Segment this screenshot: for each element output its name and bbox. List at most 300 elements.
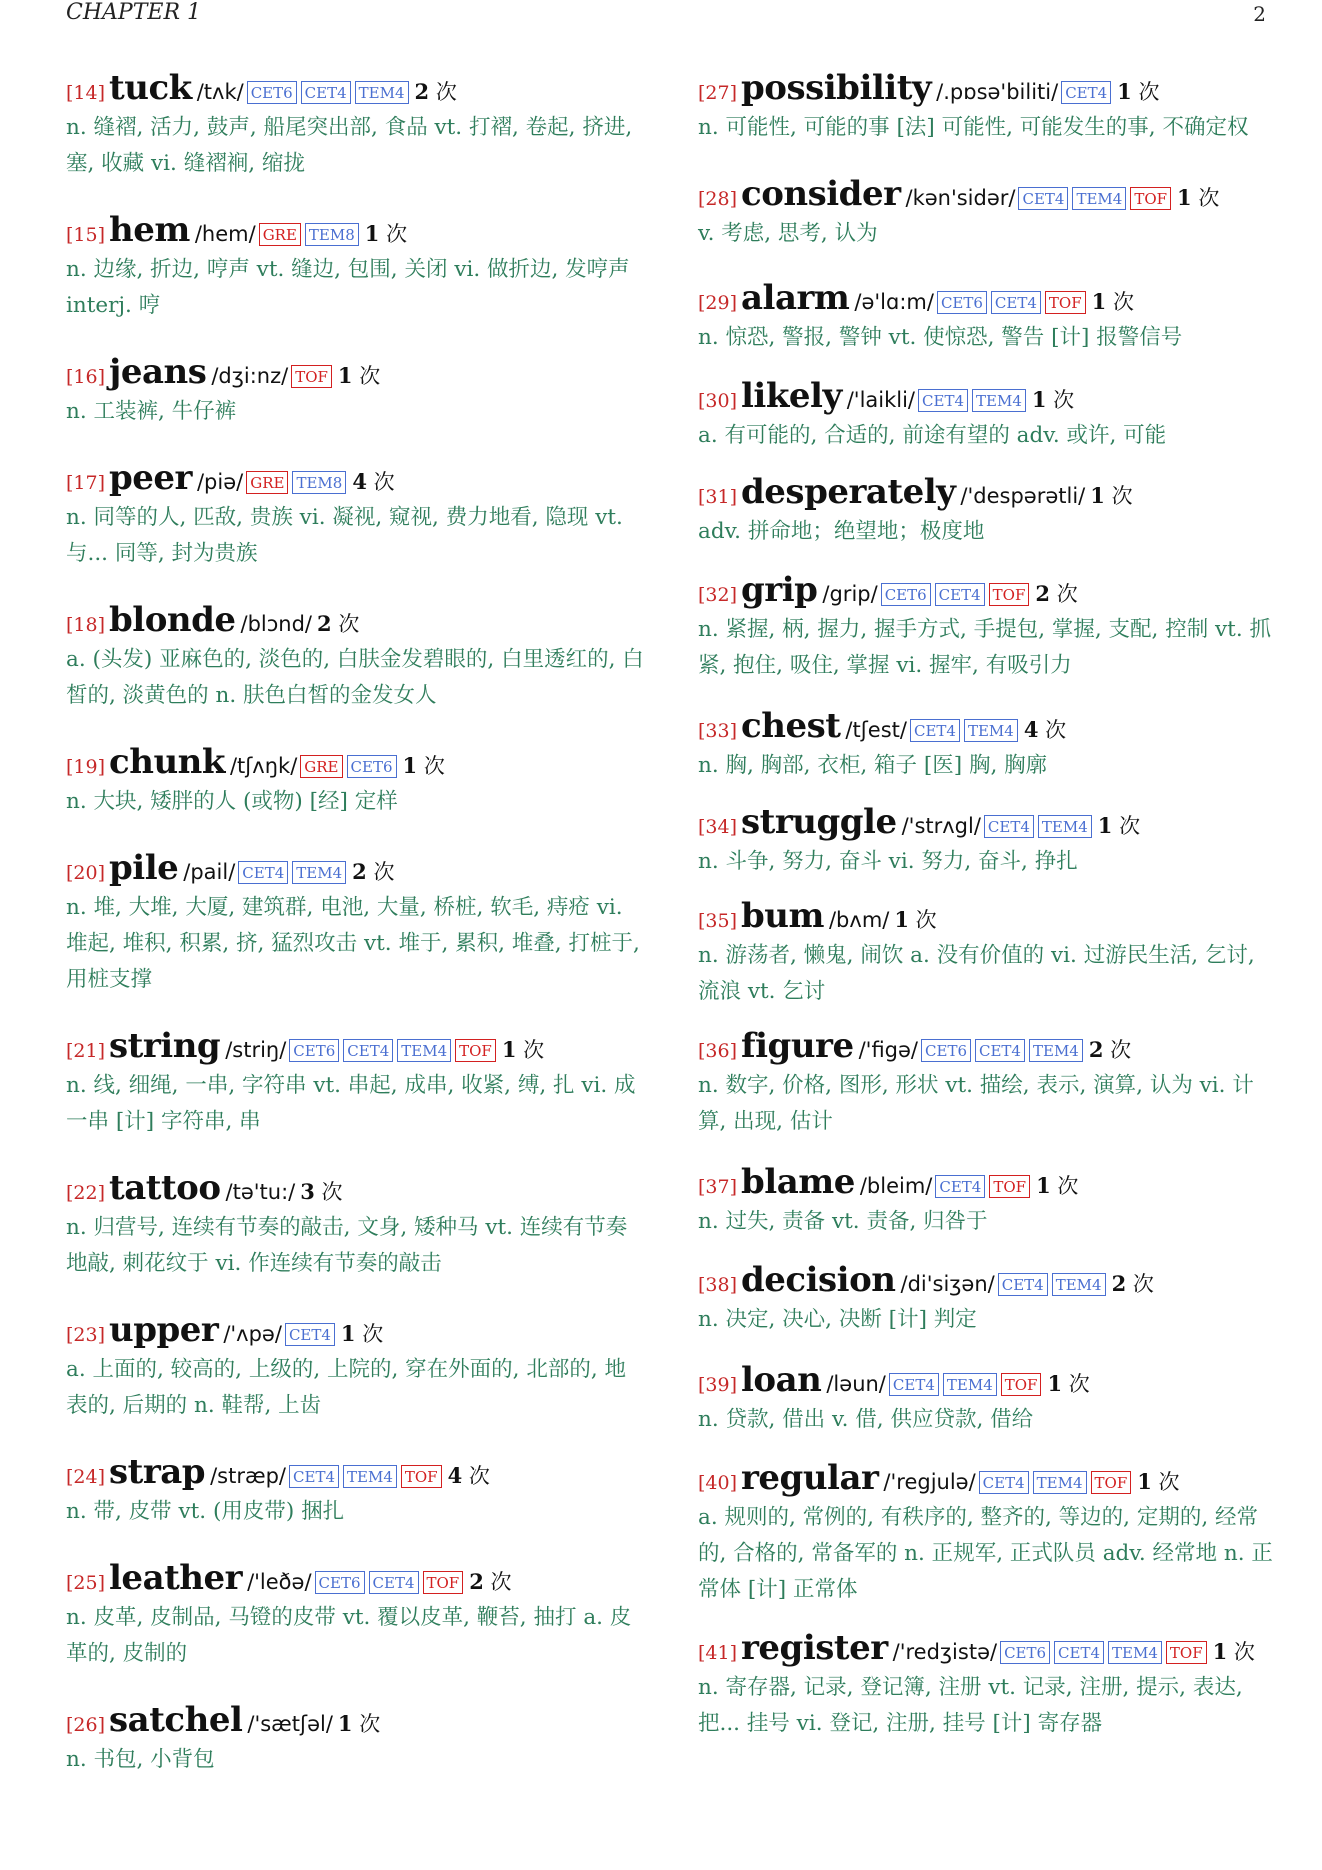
definition: n. 带, 皮带 vt. (用皮带) 捆扎: [66, 1499, 345, 1524]
phonetic: /.pɒsə'biliti/: [936, 80, 1059, 104]
frequency-number: 1: [1097, 813, 1113, 838]
frequency-count: [1098, 804, 1140, 848]
entry-headline: [66, 66, 644, 110]
frequency-unit: 次: [1045, 718, 1067, 742]
dictionary-entry: [698, 800, 1276, 880]
exam-tag: TEM4: [1029, 1039, 1083, 1062]
frequency-unit: 次: [362, 1322, 384, 1346]
headword: peer: [109, 458, 192, 498]
exam-tag: CET6: [921, 1039, 971, 1062]
exam-tag: CET4: [991, 291, 1041, 314]
frequency-number: 4: [1023, 717, 1039, 742]
phonetic: /blɔnd/: [240, 612, 313, 636]
dictionary-entry: [66, 740, 644, 820]
phonetic: /striŋ/: [225, 1038, 287, 1062]
definition: n. 工装裤, 牛仔裤: [66, 399, 237, 424]
definition: n. 可能性, 可能的事 [法] 可能性, 可能发生的事, 不确定权: [698, 115, 1249, 140]
frequency-unit: 次: [523, 1038, 545, 1062]
dictionary-entry: [698, 704, 1276, 784]
frequency-number: 2: [352, 859, 367, 884]
frequency-count: [415, 70, 457, 114]
exam-tag: TEM4: [1038, 815, 1092, 838]
exam-tag: CET4: [935, 1175, 985, 1198]
exam-tag: CET4: [910, 719, 960, 742]
entry-headline: [66, 740, 644, 784]
exam-tag: TOF: [423, 1571, 464, 1594]
exam-tag: TEM4: [1033, 1471, 1087, 1494]
frequency-number: 4: [447, 1463, 463, 1488]
exam-tag: CET6: [247, 81, 297, 104]
headword: upper: [109, 1310, 219, 1350]
frequency-unit: 次: [1110, 1038, 1132, 1062]
entry-headline: [698, 66, 1276, 110]
frequency-count: [1089, 1028, 1131, 1072]
exam-tag: CET4: [238, 861, 288, 884]
definition: a. (头发) 亚麻色的, 淡色的, 白肤金发碧眼的, 白里透红的, 白皙的, 淡黄色的 n. 肤色白皙的金发女人: [66, 647, 644, 708]
exam-tag: CET4: [918, 389, 968, 412]
exam-tag: CET6: [289, 1039, 339, 1062]
exam-tag: TOF: [455, 1039, 496, 1062]
headword: jeans: [109, 352, 207, 392]
exam-tag: CET4: [289, 1465, 339, 1488]
definition: n. 贷款, 借出 v. 借, 供应贷款, 借给: [698, 1407, 1034, 1432]
frequency-count: [502, 1028, 544, 1072]
entry-headline: [698, 1160, 1276, 1204]
headword: blonde: [109, 600, 236, 640]
exam-tag: TEM8: [292, 471, 346, 494]
entry-number: [22]: [66, 1182, 106, 1204]
frequency-count: [341, 1312, 383, 1356]
frequency-unit: 次: [386, 222, 408, 246]
frequency-count: [1213, 1630, 1255, 1674]
phonetic: /pail/: [183, 860, 236, 884]
frequency-unit: 次: [321, 1180, 343, 1204]
exam-tag: TEM4: [355, 81, 409, 104]
entry-headline: [66, 1308, 644, 1352]
definition: n. 堆, 大堆, 大厦, 建筑群, 电池, 大量, 桥桩, 软毛, 痔疮 vi. 堆起, 堆积, 积累, 挤, 猛烈攻击 vt. 堆于, 累积, 堆叠, 打桩于, 用桩支撑: [66, 895, 640, 992]
phonetic: /'sætʃəl/: [247, 1712, 333, 1736]
frequency-number: 1: [1091, 289, 1107, 314]
frequency-number: 1: [1031, 387, 1047, 412]
entry-number: [27]: [698, 82, 738, 104]
headword: satchel: [109, 1700, 243, 1740]
frequency-unit: 次: [373, 470, 395, 494]
dictionary-entry: [66, 846, 644, 998]
exam-tag: CET4: [343, 1039, 393, 1062]
entry-number: [21]: [66, 1040, 106, 1062]
dictionary-entry: [66, 1308, 644, 1424]
exam-tag: CET4: [1018, 187, 1068, 210]
exam-tag: CET6: [347, 755, 397, 778]
frequency-count: [1092, 280, 1134, 324]
headword: grip: [741, 570, 818, 610]
page-number: 2: [1253, 2, 1266, 26]
frequency-unit: 次: [1056, 582, 1078, 606]
phonetic: /di'siʒən/: [900, 1272, 995, 1296]
definition: n. 决定, 决心, 决断 [计] 判定: [698, 1307, 977, 1332]
frequency-unit: 次: [915, 908, 937, 932]
definition: n. 归营号, 连续有节奏的敲击, 文身, 矮种马 vt. 连续有节奏地敲, 刺花纹于 vi. 作连续有节奏的敲击: [66, 1215, 628, 1276]
frequency-unit: 次: [1158, 1470, 1180, 1494]
entry-number: [24]: [66, 1466, 106, 1488]
frequency-unit: 次: [1138, 80, 1160, 104]
frequency-unit: 次: [373, 860, 395, 884]
frequency-count: [300, 1170, 342, 1214]
frequency-count: [352, 460, 394, 504]
definition: n. 惊恐, 警报, 警钟 vt. 使惊恐, 警告 [计] 报警信号: [698, 325, 1183, 350]
frequency-number: 2: [317, 611, 332, 636]
phonetic: /dʒi:nz/: [211, 364, 289, 388]
headword: figure: [741, 1026, 854, 1066]
exam-tag: TOF: [1091, 1471, 1132, 1494]
entry-headline: [66, 208, 644, 252]
exam-tag: TEM4: [964, 719, 1018, 742]
frequency-number: 1: [340, 1321, 356, 1346]
frequency-number: 1: [364, 221, 380, 246]
frequency-unit: 次: [1057, 1174, 1079, 1198]
entry-number: [41]: [698, 1642, 738, 1664]
entry-number: [30]: [698, 390, 738, 412]
entry-number: [20]: [66, 862, 106, 884]
phonetic: /tʃest/: [845, 718, 907, 742]
entry-headline: [698, 1024, 1276, 1068]
exam-tag: CET6: [315, 1571, 365, 1594]
frequency-count: [338, 354, 380, 398]
frequency-count: [1117, 70, 1159, 114]
frequency-unit: 次: [1198, 186, 1220, 210]
headword: struggle: [741, 802, 897, 842]
dictionary-entry: [698, 276, 1276, 356]
exam-tag: TOF: [1166, 1641, 1207, 1664]
exam-tag: GRE: [259, 223, 301, 246]
dictionary-entry: [698, 1626, 1276, 1742]
frequency-count: [1024, 708, 1066, 752]
entry-headline: [66, 598, 644, 642]
exam-tag: CET6: [937, 291, 987, 314]
entry-number: [31]: [698, 486, 738, 508]
frequency-count: [448, 1454, 490, 1498]
phonetic: /'figə/: [858, 1038, 919, 1062]
dictionary-entry: [66, 1166, 644, 1282]
exam-tag: TEM4: [1052, 1273, 1106, 1296]
entry-headline: [66, 350, 644, 394]
headword: consider: [741, 174, 901, 214]
entry-headline: [698, 568, 1276, 612]
frequency-number: 1: [1137, 1469, 1152, 1494]
entry-number: [23]: [66, 1324, 106, 1346]
phonetic: /ləun/: [826, 1372, 886, 1396]
frequency-unit: 次: [359, 1712, 381, 1736]
definition: n. 大块, 矮胖的人 (或物) [经] 定样: [66, 789, 398, 814]
headword: leather: [109, 1558, 243, 1598]
definition: n. 线, 细绳, 一串, 字符串 vt. 串起, 成串, 收紧, 缚, 扎 vi. 成一串 [计] 字符串, 串: [66, 1073, 636, 1134]
exam-tag: CET4: [935, 583, 985, 606]
dictionary-entry: [66, 1556, 644, 1672]
definition: n. 斗争, 努力, 奋斗 vi. 努力, 奋斗, 挣扎: [698, 849, 1078, 874]
entry-number: [38]: [698, 1274, 738, 1296]
frequency-unit: 次: [423, 754, 445, 778]
entry-number: [15]: [66, 224, 106, 246]
frequency-unit: 次: [1053, 388, 1075, 412]
entry-number: [36]: [698, 1040, 738, 1062]
exam-tag: TEM4: [972, 389, 1026, 412]
headword: blame: [741, 1162, 855, 1202]
definition: n. 过失, 责备 vt. 责备, 归咎于: [698, 1209, 988, 1234]
phonetic: /grip/: [822, 582, 878, 606]
exam-tag: TEM4: [397, 1039, 451, 1062]
entry-headline: [66, 1024, 644, 1068]
entry-headline: [698, 1358, 1276, 1402]
dictionary-entry: [66, 1698, 644, 1778]
entry-headline: [698, 1626, 1276, 1670]
phonetic: /tʌk/: [196, 80, 244, 104]
exam-tag: TEM4: [292, 861, 346, 884]
exam-tag: CET6: [1000, 1641, 1050, 1664]
dictionary-entry: [698, 1024, 1276, 1140]
frequency-number: 1: [337, 1711, 353, 1736]
entry-headline: [66, 1556, 644, 1600]
definition: n. 数字, 价格, 图形, 形状 vt. 描绘, 表示, 演算, 认为 vi. 计算, 出现, 估计: [698, 1073, 1254, 1134]
entry-number: [25]: [66, 1572, 106, 1594]
headword: tattoo: [109, 1168, 221, 1208]
frequency-count: [894, 898, 936, 942]
entry-number: [17]: [66, 472, 106, 494]
frequency-unit: 次: [435, 80, 457, 104]
entry-headline: [66, 456, 644, 500]
phonetic: /'redʒistə/: [892, 1640, 998, 1664]
entry-headline: [698, 172, 1276, 216]
headword: regular: [741, 1458, 879, 1498]
frequency-number: 4: [352, 469, 367, 494]
phonetic: /stræp/: [210, 1464, 287, 1488]
frequency-unit: 次: [1132, 1272, 1154, 1296]
frequency-count: [1137, 1460, 1179, 1504]
right-column: [698, 66, 1276, 1742]
chapter-title: CHAPTER 1: [66, 0, 201, 25]
phonetic: /'laikli/: [846, 388, 916, 412]
phonetic: /'regjulə/: [883, 1470, 976, 1494]
frequency-number: 1: [1212, 1639, 1228, 1664]
dictionary-entry: [698, 1160, 1276, 1240]
exam-tag: CET4: [889, 1373, 939, 1396]
dictionary-entry: [698, 470, 1276, 550]
frequency-number: 1: [402, 753, 418, 778]
definition: n. 紧握, 柄, 握力, 握手方式, 手提包, 掌握, 支配, 控制 vt. 抓紧, 抱住, 吸住, 掌握 vi. 握牢, 有吸引力: [698, 617, 1271, 678]
dictionary-entry: [66, 208, 644, 324]
frequency-unit: 次: [1068, 1372, 1090, 1396]
exam-tag: CET6: [881, 583, 931, 606]
entry-headline: [66, 1166, 644, 1210]
definition: n. 寄存器, 记录, 登记簿, 注册 vt. 记录, 注册, 提示, 表达, 把... 挂号 vi. 登记, 注册, 挂号 [计] 寄存器: [698, 1675, 1243, 1736]
dictionary-entry: [698, 1456, 1276, 1608]
frequency-count: [1047, 1362, 1089, 1406]
phonetic: /tə'tu:/: [225, 1180, 296, 1204]
headword: alarm: [741, 278, 850, 318]
frequency-unit: 次: [1233, 1640, 1255, 1664]
exam-tag: CET4: [979, 1471, 1029, 1494]
entry-headline: [698, 1456, 1276, 1500]
entry-headline: [698, 894, 1276, 938]
frequency-unit: 次: [1112, 290, 1134, 314]
exam-tag: CET4: [369, 1571, 419, 1594]
exam-tag: TOF: [1130, 187, 1171, 210]
definition: a. 规则的, 常例的, 有秩序的, 整齐的, 等边的, 定期的, 经常的, 合格的, 常备军的 n. 正规军, 正式队员 adv. 经常地 n. 正常体 [计] 正常体: [698, 1505, 1273, 1602]
headword: loan: [741, 1360, 822, 1400]
frequency-number: 2: [469, 1569, 484, 1594]
entry-headline: [698, 704, 1276, 748]
exam-tag: TEM4: [943, 1373, 997, 1396]
exam-tag: TOF: [989, 583, 1030, 606]
headword: desperately: [741, 472, 956, 512]
headword: chunk: [109, 742, 225, 782]
frequency-unit: 次: [359, 364, 381, 388]
definition: n. 边缘, 折边, 哼声 vt. 缝边, 包围, 关闭 vi. 做折边, 发哼声 interj. 哼: [66, 257, 630, 318]
phonetic: /bleim/: [859, 1174, 933, 1198]
left-column: [66, 66, 644, 1778]
exam-tag: GRE: [246, 471, 288, 494]
entry-number: [14]: [66, 82, 106, 104]
phonetic: /'leðə/: [247, 1570, 312, 1594]
frequency-number: 2: [1111, 1271, 1127, 1296]
frequency-count: [1036, 1164, 1078, 1208]
frequency-count: [317, 602, 359, 646]
phonetic: /bʌm/: [828, 908, 890, 932]
dictionary-entry: [698, 568, 1276, 684]
entry-headline: [698, 800, 1276, 844]
frequency-count: [403, 744, 445, 788]
exam-tag: CET4: [998, 1273, 1048, 1296]
headword: register: [741, 1628, 888, 1668]
exam-tag: CET4: [1061, 81, 1111, 104]
frequency-count: [469, 1560, 511, 1604]
entry-number: [16]: [66, 366, 106, 388]
exam-tag: TOF: [401, 1465, 442, 1488]
headword: tuck: [109, 68, 192, 108]
frequency-count: [1032, 378, 1074, 422]
exam-tag: TOF: [989, 1175, 1030, 1198]
frequency-count: [1035, 572, 1077, 616]
definition: a. 上面的, 较高的, 上级的, 上院的, 穿在外面的, 北部的, 地表的, 后期的 n. 鞋帮, 上齿: [66, 1357, 626, 1418]
entry-headline: [698, 1258, 1276, 1302]
dictionary-entry: [66, 598, 644, 714]
frequency-number: 1: [337, 363, 353, 388]
exam-tag: GRE: [300, 755, 342, 778]
entry-headline: [66, 846, 644, 890]
entry-headline: [698, 470, 1276, 514]
frequency-unit: 次: [1111, 484, 1133, 508]
headword: strap: [109, 1452, 206, 1492]
entry-number: [26]: [66, 1714, 106, 1736]
headword: bum: [741, 896, 824, 936]
dictionary-entry: [66, 350, 644, 430]
definition: n. 书包, 小背包: [66, 1747, 215, 1772]
frequency-count: [338, 1702, 380, 1746]
headword: possibility: [741, 68, 932, 108]
frequency-number: 1: [1047, 1371, 1063, 1396]
headword: pile: [109, 848, 179, 888]
frequency-number: 1: [1117, 79, 1132, 104]
definition: n. 胸, 胸部, 衣柜, 箱子 [医] 胸, 胸廓: [698, 753, 1048, 778]
exam-tag: TEM4: [1108, 1641, 1162, 1664]
phonetic: /'despərətli/: [960, 484, 1086, 508]
frequency-count: [1177, 176, 1219, 220]
entry-number: [28]: [698, 188, 738, 210]
frequency-unit: 次: [338, 612, 360, 636]
dictionary-entry: [698, 66, 1276, 146]
page-header: [66, 0, 1266, 30]
entry-number: [29]: [698, 292, 738, 314]
frequency-unit: 次: [1119, 814, 1141, 838]
exam-tag: CET4: [1054, 1641, 1104, 1664]
frequency-count: [1090, 474, 1132, 518]
entry-number: [37]: [698, 1176, 738, 1198]
entry-number: [40]: [698, 1472, 738, 1494]
headword: likely: [741, 376, 842, 416]
frequency-number: 1: [1036, 1173, 1051, 1198]
entry-number: [34]: [698, 816, 738, 838]
frequency-number: 2: [1035, 581, 1050, 606]
entry-headline: [698, 276, 1276, 320]
entry-headline: [66, 1698, 644, 1742]
dictionary-entry: [66, 1024, 644, 1140]
exam-tag: TEM4: [343, 1465, 397, 1488]
entry-number: [19]: [66, 756, 106, 778]
frequency-number: 2: [1088, 1037, 1104, 1062]
exam-tag: TOF: [1001, 1373, 1042, 1396]
frequency-number: 1: [501, 1037, 517, 1062]
frequency-count: [1112, 1262, 1154, 1306]
frequency-number: 1: [894, 907, 909, 932]
entry-headline: [698, 374, 1276, 418]
headword: string: [109, 1026, 221, 1066]
entry-number: [18]: [66, 614, 106, 636]
frequency-number: 1: [1090, 483, 1105, 508]
phonetic: /tʃʌŋk/: [229, 754, 298, 778]
exam-tag: CET4: [975, 1039, 1025, 1062]
entry-number: [33]: [698, 720, 738, 742]
dictionary-entry: [66, 456, 644, 572]
phonetic: /piə/: [196, 470, 244, 494]
phonetic: /hem/: [194, 222, 256, 246]
entry-headline: [66, 1450, 644, 1494]
dictionary-entry: [66, 1450, 644, 1530]
dictionary-entry: [698, 172, 1276, 252]
dictionary-entry: [698, 894, 1276, 1010]
phonetic: /ə'lɑ:m/: [854, 290, 934, 314]
entry-number: [35]: [698, 910, 738, 932]
headword: hem: [109, 210, 190, 250]
frequency-number: 2: [414, 79, 430, 104]
definition: n. 皮革, 皮制品, 马镫的皮带 vt. 覆以皮革, 鞭苔, 抽打 a. 皮革的, 皮制的: [66, 1605, 632, 1666]
dictionary-entry: [698, 374, 1276, 454]
exam-tag: CET4: [984, 815, 1034, 838]
phonetic: /'ʌpə/: [223, 1322, 282, 1346]
exam-tag: CET4: [301, 81, 351, 104]
frequency-number: 1: [1177, 185, 1192, 210]
dictionary-entry: [66, 66, 644, 182]
definition: v. 考虑, 思考, 认为: [698, 221, 878, 246]
phonetic: /'strʌgl/: [901, 814, 981, 838]
dictionary-entry: [698, 1258, 1276, 1338]
dictionary-entry: [698, 1358, 1276, 1438]
headword: decision: [741, 1260, 896, 1300]
frequency-number: 3: [300, 1179, 315, 1204]
entry-number: [39]: [698, 1374, 738, 1396]
definition: a. 有可能的, 合适的, 前途有望的 adv. 或许, 可能: [698, 423, 1167, 448]
exam-tag: TOF: [1045, 291, 1086, 314]
phonetic: /kən'sidər/: [905, 186, 1016, 210]
frequency-unit: 次: [490, 1570, 512, 1594]
